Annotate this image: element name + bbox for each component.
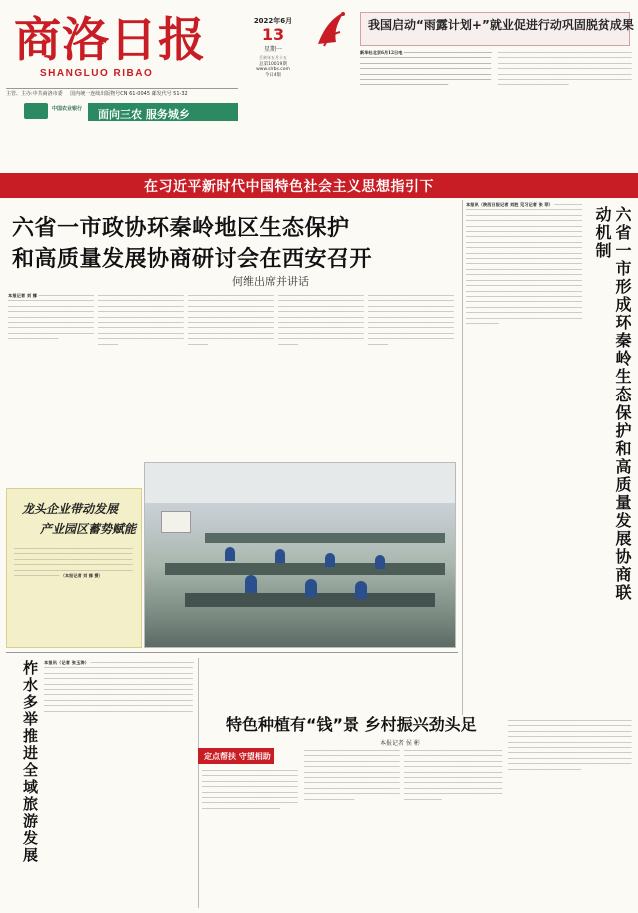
main-subhead: 何维出席并讲话 — [232, 275, 309, 288]
tourism-story-body: 本报讯（记者 张玉涛） ──────────────────────────────────────────────────────────────────────────────────────────────────────────────────────────────────────────────────────────────────────────────────────────────────────────────────────────────────────────────────────────────────────────────────────────────────────────────────────────────────────────────────────────────────────────────────────────────────────────────────────────────────────────────────────────────────────────────────────────────────────────────────────────────────────────────────────────────────────────────────────────── — [44, 660, 194, 714]
bank-logo-icon — [24, 103, 48, 119]
photo-title-line1: 龙头企业带动发展 — [22, 502, 119, 516]
photo-title-line2: 产业园区蓄势赋能 — [40, 522, 137, 536]
tourism-byline: 本报讯（记者 张玉涛） — [44, 660, 90, 665]
photo-credit: （本报记者 刘 娜 摄） — [60, 573, 103, 579]
photo-caption-text: ───────────────────────────────────────────────────────────────────────────────────────────────────────────────────────────────────────────────────────────────────────────────────────────────────────────────────────────────────────────────────────────── （本报记者 刘 娜 摄） — [14, 546, 133, 579]
issue-day: 13 — [261, 25, 285, 44]
main-headline-line1[interactable]: 六省一市政协环秦岭地区生态保护 — [12, 216, 350, 241]
page-count: 今日4版 — [264, 73, 282, 78]
main-body-col5: ────────────────────────────────────────────────────────────────────────────────────────────────────────────────────────────────────────────────────────────────────────────────────────────────────────────────────────────────────────────────────────────────────────────────────────────────────────────────────────── — [368, 293, 454, 347]
main-byline: 本报记者 刘 娜 — [8, 293, 38, 298]
issue-weekday: 星期一 — [263, 46, 282, 53]
lead-dateline: 新华社北京6月12日电 — [360, 50, 403, 55]
feature-body-col3: ────────────────────────────────────────────────────────────────────────────────────────────────────────────────────────────────────────────────────────────────────────────────────────────────────────────────────────────────────────────────────────────────────────────────────────────────────────────────────────────────────────────────────────────────────────────── — [404, 748, 503, 802]
factory-photo — [144, 462, 456, 648]
newspaper-pinyin: SHANGLUO RIBAO — [40, 68, 154, 79]
date-block — [242, 16, 304, 78]
main-body-col2: ────────────────────────────────────────────────────────────────────────────────────────────────────────────────────────────────────────────────────────────────────────────────────────────────────────────────────────────────────────────────────────────────────────────────────────────────────────────────────────── — [98, 293, 184, 347]
lead-headline[interactable]: 我国启动“雨露计划+”就业促进行动巩固脱贫成果 — [368, 18, 634, 32]
feature-headline[interactable]: 特色种植有“钱”景 乡村振兴劲头足 — [226, 715, 477, 734]
website-link[interactable]: www.slrbs.com — [256, 67, 290, 72]
sponsor-info: 主管、主办:中共商洛市委 — [6, 91, 63, 97]
main-body-col4: ────────────────────────────────────────────────────────────────────────────────────────────────────────────────────────────────────────────────────────────────────────────────────────────────────────────────────────────────────────────────────────────────────────────────────────────────────────────────────────── — [278, 293, 364, 347]
bank-name: 中国农业银行 — [52, 106, 83, 112]
publication-codes: 国内统一连续出版物号CN 61-0045 邮发代号 51-32 — [70, 91, 188, 97]
feature-byline: 本报记者 侯 彬 — [380, 740, 420, 747]
main-body-col1: 本报记者 刘 娜 ──────────────────────────────────────────────────────────────────────────────────────────────────────────────────────────────────────────────────────────────────────────────────────────────────────────────────────────────────────────────────────────────────────────────────────── — [8, 293, 94, 342]
newspaper-title: 商洛日报 — [14, 13, 206, 68]
issue-date: 2022年6月 — [253, 17, 293, 25]
main-body-col3: ────────────────────────────────────────────────────────────────────────────────────────────────────────────────────────────────────────────────────────────────────────────────────────────────────────────────────────────────────────────────────────────────────────────────────────────────────────────────────────── — [188, 293, 274, 347]
lunar-date: 壬寅年五月十五 — [259, 55, 287, 60]
feature-body-col1: ───────────────────────────────────────────────────────────────────────────────────────────────────────────────────────────────────────────────────────────────────────────────────────────────────────────────────────────────────────────────────────────────────────────────────────────────────────── — [202, 768, 298, 811]
main-headline-line2[interactable]: 和高质量发展协商研讨会在西安召开 — [12, 247, 373, 272]
right-vertical-headline[interactable]: 六省一市形成环秦岭生态保护和高质量发展协商联动机制 — [593, 206, 632, 602]
right-story-byline: 本报讯（陕西日报记者 刘胜 见习记者 张 菲） — [466, 202, 553, 207]
bank-slogan: 面向三农 服务城乡 — [98, 108, 190, 121]
feature-subhead: 定点帮扶 守望相助 — [204, 752, 271, 761]
feature-body-col4: ────────────────────────────────────────────────────────────────────────────────────────────────────────────────────────────────────────────────────────────────────────────────────────────────────────────────────────────────────────────────────────────────────────────────────────────────────────────────────────────────────────────────────────────────────────────────────────────────────────────────────────────────────────────────────────────────────────────────────── — [508, 718, 632, 772]
issue-number: 总第10019期 — [259, 62, 287, 67]
lead-body-col1: 新华社北京6月12日电 ────────────────────────────────────────────────────────────────────────────────────────────────────────────────────────────────────────────────────────────────────────────────────────────────────────────────────────────────────────────────────────────────────────────────────────────────────────────────────────────────────────── — [360, 50, 492, 88]
right-story-body: 本报讯（陕西日报记者 刘胜 见习记者 张 菲） ────────────────────────────────────────────────────────────────────────────────────────────────────────────────────────────────────────────────────────────────────────────────────────────────────────────────────────────────────────────────────────────────────────────────────────────────────────────────────────────────────────────────────────────────────────────────────────────────────────────────────────────────────────────────────────────────────────────────────────────────────────────────────────────────────────────────────────────────────────────────────────────────────────────────────────────────────────────────────────────────────────────────────────────────────────────────────────────────────────────────────────────────────────────────────────────────────────────────────────────────────────────────────────────────────────────────────────────────────────────────────────────────────────────────────────────────────────────────────────────────────────────────────────────── — [466, 202, 582, 326]
banner-slogan: 在习近平新时代中国特色社会主义思想指引下 — [144, 179, 434, 195]
crane-emblem-icon — [310, 8, 350, 52]
tourism-vertical-headline[interactable]: 柞水多举推进全域旅游发展 — [21, 660, 39, 864]
lead-body-col2: ────────────────────────────────────────────────────────────────────────────────────────────────────────────────────────────────────────────────────────────────────────────────────────────────────────────────────────────────────────────────────────────────────────────────────────────────────────────────────────────────────────────────────────── — [498, 50, 632, 88]
feature-body-col2: ────────────────────────────────────────────────────────────────────────────────────────────────────────────────────────────────────────────────────────────────────────────────────────────────────────────────────────────────────────────────────────────────────────────────────────────────────────────────────────────────────────────────────────────────────────── — [304, 748, 400, 802]
